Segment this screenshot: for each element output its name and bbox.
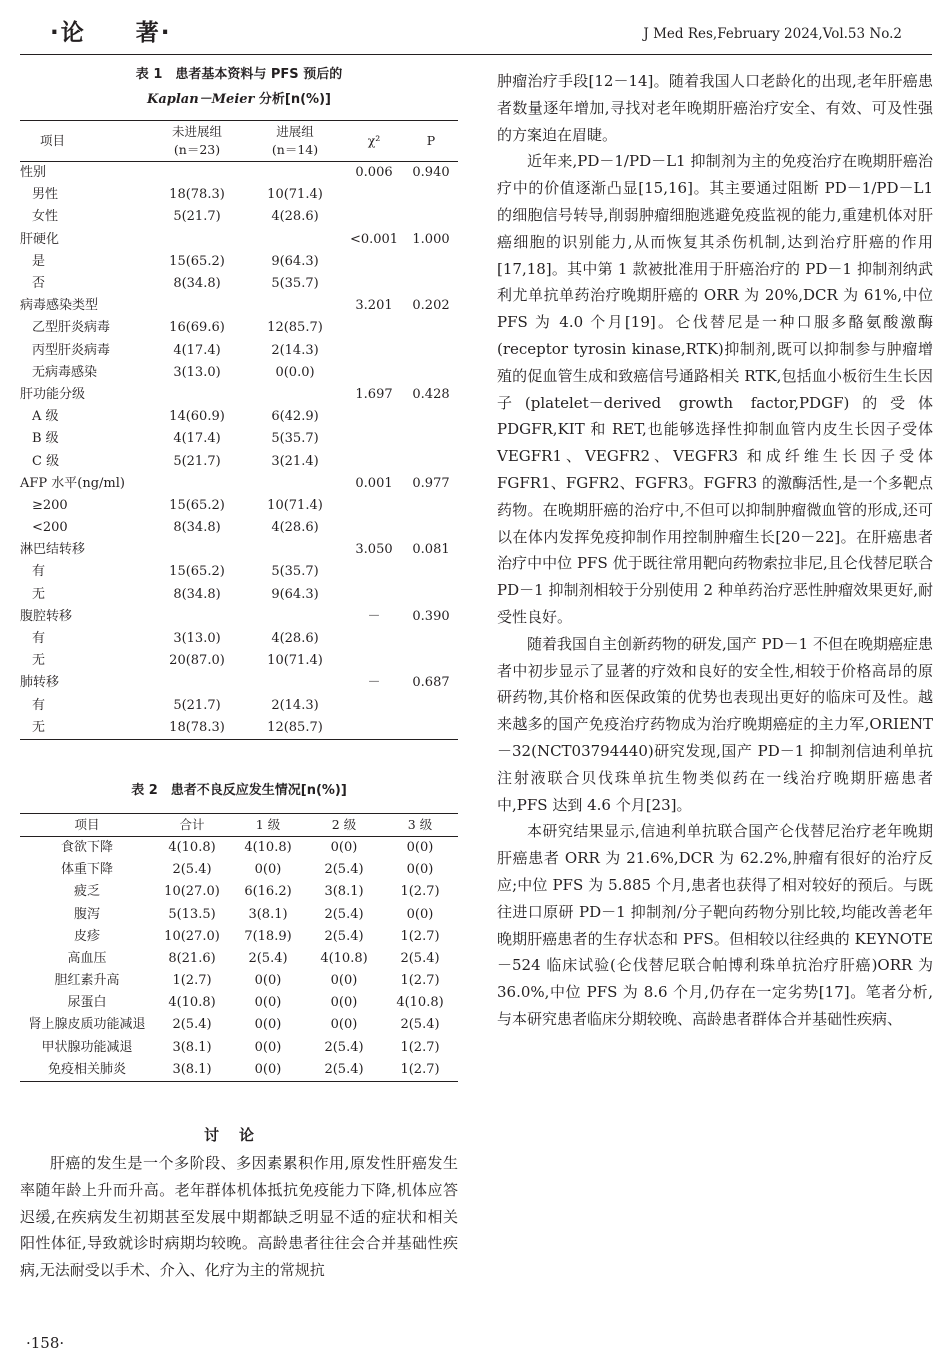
table2-cell-total: 10(27.0) xyxy=(164,884,220,900)
table2-cell-grade3: 1(2.7) xyxy=(400,1061,440,1077)
table1-cell-chi: 0.001 xyxy=(355,475,393,491)
table1-cell-a: 15(65.2) xyxy=(169,253,225,269)
table1-cell-chi xyxy=(344,561,404,583)
table1-row xyxy=(20,517,458,539)
table1-cell-p xyxy=(404,251,458,273)
table1-row xyxy=(20,650,458,672)
table1-cell-label: 女性 xyxy=(32,209,59,225)
table2-cell-total: 10(27.0) xyxy=(164,928,220,944)
table1-cell-chi xyxy=(344,428,404,450)
body-paragraph: 近年来,PD－1/PD－L1 抑制剂为主的免疫治疗在晚期肝癌治疗中的价值逐渐凸显[15,16]。其主要通过阻断 PD－1/PD－L1 的细胞信号转导,削弱肿瘤细胞逃避免疫监视的能力,重建机体对肝癌细胞的识别能力,从而恢复其杀伤机制,达到治疗肝癌的作用[17,18]。其中第 1 款被批准用于肝癌治疗的 PD－1 抑制剂纳武利尤单抗单药治疗晚期肝癌的 ORR 为 20%,DCR 为 61%,中位 PFS 为 4.0 个月[19]。仑伐替尼是一种口服多酪氨酸激酶(receptor tyrosin kinase,RTK)抑制剂,既可以抑制参与肿瘤增殖的促血管生成和致癌信号通路相关 RTK,包括血小板衍生生长因子(platelet－derived growth factor,PDGF)的受体 PDGFR,KIT 和 RET,也能够选择性抑制血管内皮生长因子受体 VEGFR1、VEGFR2、VEGFR3 和成纤维生长因子受体 FGFR1、FGFR2、FGFR3。FGFR3 的激酶活性,是一个多靶点药物。在晚期肝癌的治疗中,不但可以抑制肿瘤微血管的形成,还可以在体内发挥免疫抑制作用控制肿瘤生长[20－22]。在肝癌患者治疗中中位 PFS 优于既往常用靶向药物索拉非尼,且仑伐替尼联合 PD－1 抑制剂相较于分别使用 2 种单药治疗恶性肿瘤效果更好,耐受性良好。 xyxy=(497,152,933,626)
table2-cell-total: 3(8.1) xyxy=(172,1061,212,1077)
table1-cell-a xyxy=(148,672,246,694)
table1-cell-b xyxy=(246,606,344,628)
table2-row xyxy=(20,948,458,970)
table1-cell-label: 腹腔转移 xyxy=(20,608,73,624)
table1-cell-a: 8(34.8) xyxy=(173,586,221,602)
table1-cell-a: 5(21.7) xyxy=(173,697,221,713)
table1-cell-b: 9(64.3) xyxy=(271,253,319,269)
table2-cell-item: 疲乏 xyxy=(73,884,100,900)
table1-cell-p xyxy=(404,517,458,539)
table1-cell-a: 8(34.8) xyxy=(173,520,221,536)
table1-row xyxy=(20,672,458,694)
table2-caption: 表 2 患者不良反应发生情况[n(%)] xyxy=(131,782,347,798)
table1-cell-a xyxy=(148,162,246,185)
table1-cell-chi: － xyxy=(367,608,381,624)
discussion-paragraph: 肝癌的发生是一个多阶段、多因素累积作用,原发性肝癌发生率随年龄上升而升高。老年群体机体抵抗免疫能力下降,机体应答迟缓,在疾病发生初期甚至发展中期都缺乏明显不适的症状和相关阳性体征,导致就诊时病期均较晚。高龄患者往往会合并基础性疾病,无法耐受以手术、介入、化疗为主的常规抗 xyxy=(20,1154,458,1280)
table1-header-p: P xyxy=(404,121,458,162)
table2-header-grade3: 3 级 xyxy=(382,813,458,836)
table1-cell-chi: － xyxy=(367,675,381,691)
table2-cell-grade3: 0(0) xyxy=(406,839,434,855)
table2-row xyxy=(20,903,458,925)
table1-cell-b: 6(42.9) xyxy=(271,409,319,425)
body-paragraph: 本研究结果显示,信迪利单抗联合国产仑伐替尼治疗老年晚期肝癌患者 ORR 为 21.6%,DCR 为 62.2%,肿瘤有很好的治疗反应;中位 PFS 为 5.885 个月,患者也获得了相对较好的预后。与既往进口原研 PD－1 抑制剂/分子靶向药物分别比较,均能改善老年晚期肝癌患者的生存状态和 PFS。但相较以往经典的 KEYNOTE－524 临床试验(仑伐替尼联合帕博利珠单抗治疗肝癌)ORR 为 36.0%,中位 PFS 为 8.6 个月,仍存在一定劣势[17]。笔者分析,与本研究患者临床分期较晚、高龄患者群体合并基础性疾病、 xyxy=(497,822,933,1028)
journal-citation: J Med Res,February 2024,Vol.53 No.2 xyxy=(643,26,902,42)
table1-row xyxy=(20,450,458,472)
table1-cell-chi xyxy=(344,273,404,295)
table2-cell-item: 皮疹 xyxy=(73,928,100,944)
table2-header-total: 合计 xyxy=(154,813,230,836)
table1-cell-a: 15(65.2) xyxy=(169,564,225,580)
table1-row xyxy=(20,717,458,740)
table2-cell-grade1: 0(0) xyxy=(254,862,282,878)
table1-cell-p xyxy=(404,495,458,517)
table1-cell-p xyxy=(404,450,458,472)
table1-cell-b xyxy=(246,162,344,185)
page-number: ·158· xyxy=(26,1334,65,1352)
table1-cell-b: 10(71.4) xyxy=(267,653,323,669)
table1-cell-p: 0.390 xyxy=(412,608,450,624)
table1-cell-p: 0.428 xyxy=(412,386,450,402)
table1-cell-chi xyxy=(344,650,404,672)
table2-row xyxy=(20,1037,458,1059)
table1-cell-b: 12(85.7) xyxy=(267,320,323,336)
table1-cell-label: 病毒感染类型 xyxy=(20,298,99,314)
table1-header-row xyxy=(20,121,458,162)
table2-cell-item: 食欲下降 xyxy=(60,839,113,855)
left-column xyxy=(20,62,458,1082)
table1-row xyxy=(20,561,458,583)
table1-cell-chi: 1.697 xyxy=(355,386,393,402)
table2-cell-grade1: 2(5.4) xyxy=(248,950,288,966)
table1-cell-label: ≥200 xyxy=(32,497,68,513)
table2-row xyxy=(20,881,458,903)
table1-cell-label: 无病毒感染 xyxy=(32,364,98,380)
table1-cell-label: 有 xyxy=(32,631,46,647)
table1-cell-chi xyxy=(344,450,404,472)
table1-cell-a: 20(87.0) xyxy=(169,653,225,669)
section-label: ·论 著· xyxy=(50,20,172,46)
table2-cell-item: 肾上腺皮质功能减退 xyxy=(28,1017,146,1033)
table1-cell-label: 淋巴结转移 xyxy=(20,542,86,558)
table1-cell-chi xyxy=(344,317,404,339)
table2-cell-item: 免疫相关肺炎 xyxy=(47,1061,126,1077)
table1-cell-a: 16(69.6) xyxy=(169,320,225,336)
table1-cell-chi xyxy=(344,628,404,650)
table1-cell-p: 0.081 xyxy=(412,542,450,558)
table2-cell-grade2: 0(0) xyxy=(330,1017,358,1033)
table1-row xyxy=(20,273,458,295)
table1-cell-b: 4(28.6) xyxy=(271,631,319,647)
table2-cell-item: 体重下降 xyxy=(60,862,113,878)
table1-cell-b xyxy=(246,229,344,251)
table1-cell-b: 4(28.6) xyxy=(271,520,319,536)
right-column xyxy=(497,68,933,1033)
table1-cell-label: 是 xyxy=(32,253,46,269)
table2-header-row xyxy=(20,813,458,836)
table2-cell-grade2: 0(0) xyxy=(330,973,358,989)
table1-row xyxy=(20,384,458,406)
table1-cell-label: 有 xyxy=(32,564,46,580)
table1-cell-p xyxy=(404,340,458,362)
table1-cell-a: 15(65.2) xyxy=(169,497,225,513)
table1-cell-b: 2(14.3) xyxy=(271,697,319,713)
table2-cell-grade1: 0(0) xyxy=(254,1017,282,1033)
table2-row xyxy=(20,970,458,992)
table1-row xyxy=(20,340,458,362)
table2-cell-grade3: 1(2.7) xyxy=(400,884,440,900)
table1-cell-a xyxy=(148,473,246,495)
table1-cell-label: 肺转移 xyxy=(20,675,60,691)
table2-cell-item: 甲状腺功能减退 xyxy=(41,1039,133,1055)
table2-cell-grade3: 1(2.7) xyxy=(400,1039,440,1055)
table1-row xyxy=(20,628,458,650)
table1-cell-a xyxy=(148,384,246,406)
table1-cell-b xyxy=(246,473,344,495)
table1-header-chi: χ² xyxy=(344,121,404,162)
table1-cell-b: 10(71.4) xyxy=(267,187,323,203)
table1-cell-p xyxy=(404,317,458,339)
table2-cell-total: 2(5.4) xyxy=(172,1017,212,1033)
table1-cell-chi: 3.050 xyxy=(355,542,393,558)
table2-row xyxy=(20,1059,458,1082)
table1-caption xyxy=(20,62,458,112)
table1-cell-label: 无 xyxy=(32,586,46,602)
table1-row xyxy=(20,162,458,185)
table1-cell-b: 10(71.4) xyxy=(267,497,323,513)
table1-cell-a xyxy=(148,229,246,251)
table2-cell-grade1: 3(8.1) xyxy=(248,906,288,922)
table1-row xyxy=(20,584,458,606)
table1-row xyxy=(20,295,458,317)
table2-row xyxy=(20,1014,458,1036)
table2-cell-grade2: 0(0) xyxy=(330,995,358,1011)
table2-cell-grade1: 0(0) xyxy=(254,1061,282,1077)
table2-header-item: 项目 xyxy=(20,813,154,836)
table1-cell-b: 3(21.4) xyxy=(271,453,319,469)
table2-cell-grade3: 1(2.7) xyxy=(400,973,440,989)
table1-cell-chi xyxy=(344,340,404,362)
table1-cell-a: 4(17.4) xyxy=(173,342,221,358)
table1-cell-b: 9(64.3) xyxy=(271,586,319,602)
table1-cell-p xyxy=(404,695,458,717)
table1-cell-label: 男性 xyxy=(32,187,59,203)
table2-cell-item: 高血压 xyxy=(67,950,107,966)
table1-cell-p xyxy=(404,650,458,672)
table2-cell-grade3: 2(5.4) xyxy=(400,1017,440,1033)
table1-header-item: 项目 xyxy=(20,121,148,162)
table1-cell-chi xyxy=(344,517,404,539)
table1-row xyxy=(20,428,458,450)
table2-cell-grade2: 2(5.4) xyxy=(324,928,364,944)
table2-row xyxy=(20,992,458,1014)
page-header xyxy=(0,0,950,60)
table1-cell-p xyxy=(404,584,458,606)
table1-cell-label: <200 xyxy=(32,520,68,536)
table1-row xyxy=(20,362,458,384)
table1-cell-b: 0(0.0) xyxy=(275,364,315,380)
table1-cell-label: 有 xyxy=(32,697,46,713)
table1-cell-label: 肝功能分级 xyxy=(20,386,86,402)
table1-cell-p xyxy=(404,273,458,295)
table1-cell-label: 乙型肝炎病毒 xyxy=(32,320,111,336)
table1-cell-p xyxy=(404,406,458,428)
table2-cell-grade2: 2(5.4) xyxy=(324,906,364,922)
table1-cell-a: 5(21.7) xyxy=(173,453,221,469)
table2-cell-total: 1(2.7) xyxy=(172,973,212,989)
table1-cell-label: AFP 水平(ng/ml) xyxy=(20,475,125,491)
table1-row xyxy=(20,495,458,517)
table1-cell-a xyxy=(148,606,246,628)
table2-cell-grade2: 2(5.4) xyxy=(324,1061,364,1077)
table1-cell-chi: 0.006 xyxy=(355,165,393,181)
table1-cell-chi xyxy=(344,495,404,517)
table2-cell-total: 4(10.8) xyxy=(168,839,216,855)
table2-header-grade1: 1 级 xyxy=(230,813,306,836)
table1-caption-rest: 分析[n(%)] xyxy=(254,92,331,107)
body-paragraph: 随着我国自主创新药物的研发,国产 PD－1 不但在晚期癌症患者中初步显示了显著的疗效和良好的安全性,相较于价格高昂的原研药物,其价格和医保政策的优势也表现出更好的临床可及性。越来越多的国产免疫治疗药物成为治疗晚期癌症的主力军,ORIENT－32(NCT03794440)研究发现,国产 PD－1 抑制剂信迪利单抗注射液联合贝伐珠单抗生物类似药在一线治疗晚期肝癌患者中,PFS 达到 4.6 个月[23]。 xyxy=(497,634,933,814)
table1-cell-p: 1.000 xyxy=(412,231,450,247)
table1-body xyxy=(20,162,458,740)
table1-cell-a: 3(13.0) xyxy=(173,631,221,647)
table2-cell-grade3: 0(0) xyxy=(406,906,434,922)
table1-cell-label: 肝硬化 xyxy=(20,231,60,247)
table1-cell-label: A 级 xyxy=(32,409,59,425)
table2-cell-grade1: 7(18.9) xyxy=(244,928,292,944)
table1-cell-b: 4(28.6) xyxy=(271,209,319,225)
table1-cell-a: 8(34.8) xyxy=(173,276,221,292)
table1-cell-p xyxy=(404,428,458,450)
table2-cell-grade1: 0(0) xyxy=(254,973,282,989)
table2-cell-grade3: 2(5.4) xyxy=(400,950,440,966)
table1-cell-p: 0.202 xyxy=(412,298,450,314)
table2-cell-grade2: 4(10.8) xyxy=(320,950,368,966)
table2-cell-total: 8(21.6) xyxy=(168,950,216,966)
table1-cell-chi xyxy=(344,695,404,717)
table1-cell-a: 3(13.0) xyxy=(173,364,221,380)
table2-cell-grade3: 4(10.8) xyxy=(396,995,444,1011)
table1-cell-p xyxy=(404,206,458,228)
table2-cell-grade3: 0(0) xyxy=(406,862,434,878)
table1-cell-p xyxy=(404,362,458,384)
table1-cell-chi xyxy=(344,584,404,606)
table1-cell-chi: <0.001 xyxy=(349,231,399,247)
table2-cell-total: 3(8.1) xyxy=(172,1039,212,1055)
table1-row xyxy=(20,206,458,228)
table1-cell-b: 5(35.7) xyxy=(271,276,319,292)
table1-cell-b xyxy=(246,539,344,561)
table1-cell-b: 5(35.7) xyxy=(271,431,319,447)
table2-row xyxy=(20,836,458,859)
table1-cell-a xyxy=(148,539,246,561)
table2-cell-total: 4(10.8) xyxy=(168,995,216,1011)
table1-cell-chi xyxy=(344,406,404,428)
table2-body xyxy=(20,836,458,1081)
table1-row xyxy=(20,539,458,561)
table1-cell-p: 0.687 xyxy=(412,675,450,691)
table1-cell-chi xyxy=(344,184,404,206)
table1-cell-p: 0.940 xyxy=(412,165,450,181)
table1-cell-b: 5(35.7) xyxy=(271,564,319,580)
table1-cell-label: 无 xyxy=(32,719,46,735)
table1-header-group1: 未进展组 (n＝23) xyxy=(148,121,246,162)
table1-cell-chi: 3.201 xyxy=(355,298,393,314)
table1-cell-a: 5(21.7) xyxy=(173,209,221,225)
table1-cell-label: 无 xyxy=(32,653,46,669)
table2-cell-grade1: 0(0) xyxy=(254,1039,282,1055)
table1-caption-line1: 表 1 患者基本资料与 PFS 预后的 xyxy=(135,67,343,82)
table1-cell-chi xyxy=(344,251,404,273)
table1-header-group2: 进展组 (n＝14) xyxy=(246,121,344,162)
table2-header-grade2: 2 级 xyxy=(306,813,382,836)
table1-row xyxy=(20,406,458,428)
table2-row xyxy=(20,926,458,948)
table1-row xyxy=(20,184,458,206)
table1-cell-b xyxy=(246,672,344,694)
table1-cell-label: B 级 xyxy=(32,431,59,447)
table1-row xyxy=(20,251,458,273)
table1-caption-method: Kaplan－Meier xyxy=(147,92,255,107)
table2-cell-grade2: 3(8.1) xyxy=(324,884,364,900)
table2-row xyxy=(20,859,458,881)
table1-row xyxy=(20,317,458,339)
table1-cell-p: 0.977 xyxy=(412,475,450,491)
body-paragraph: 肿瘤治疗手段[12－14]。随着我国人口老龄化的出现,老年肝癌患者数量逐年增加,寻找对老年晚期肝癌治疗安全、有效、可及性强的方案迫在眉睫。 xyxy=(497,72,933,144)
table1-cell-a: 14(60.9) xyxy=(169,409,225,425)
table2 xyxy=(20,813,458,1082)
table1-cell-p xyxy=(404,561,458,583)
table1-cell-p xyxy=(404,717,458,740)
table1-cell-b: 2(14.3) xyxy=(271,342,319,358)
table1-cell-a: 4(17.4) xyxy=(173,431,221,447)
table1 xyxy=(20,120,458,740)
table1-cell-label: 否 xyxy=(32,276,46,292)
table1-cell-chi xyxy=(344,717,404,740)
table1-cell-a: 18(78.3) xyxy=(169,187,225,203)
table1-cell-label: C 级 xyxy=(32,453,60,469)
table2-cell-total: 5(13.5) xyxy=(168,906,216,922)
table1-cell-chi xyxy=(344,206,404,228)
table1-row xyxy=(20,606,458,628)
table2-cell-grade2: 2(5.4) xyxy=(324,1039,364,1055)
table2-cell-grade3: 1(2.7) xyxy=(400,928,440,944)
table1-cell-chi xyxy=(344,362,404,384)
table1-cell-p xyxy=(404,184,458,206)
table1-row xyxy=(20,473,458,495)
table1-cell-a: 18(78.3) xyxy=(169,719,225,735)
table2-cell-total: 2(5.4) xyxy=(172,862,212,878)
table1-row xyxy=(20,229,458,251)
table2-cell-grade1: 6(16.2) xyxy=(244,884,292,900)
header-rule xyxy=(20,54,932,55)
table2-cell-grade1: 4(10.8) xyxy=(244,839,292,855)
table2-cell-grade2: 2(5.4) xyxy=(324,862,364,878)
table2-cell-grade2: 0(0) xyxy=(330,839,358,855)
table1-cell-label: 丙型肝炎病毒 xyxy=(32,342,111,358)
table2-cell-grade1: 0(0) xyxy=(254,995,282,1011)
table1-cell-p xyxy=(404,628,458,650)
table1-cell-b: 12(85.7) xyxy=(267,719,323,735)
table2-cell-item: 腹泻 xyxy=(73,906,100,922)
table2-cell-item: 尿蛋白 xyxy=(67,995,107,1011)
table1-row xyxy=(20,695,458,717)
table1-cell-b xyxy=(246,295,344,317)
discussion-left-text xyxy=(20,1150,458,1284)
table1-cell-a xyxy=(148,295,246,317)
table1-cell-b xyxy=(246,384,344,406)
discussion-heading: 讨论 xyxy=(203,1126,274,1144)
table1-cell-label: 性别 xyxy=(20,165,47,181)
table2-cell-item: 胆红素升高 xyxy=(54,973,120,989)
